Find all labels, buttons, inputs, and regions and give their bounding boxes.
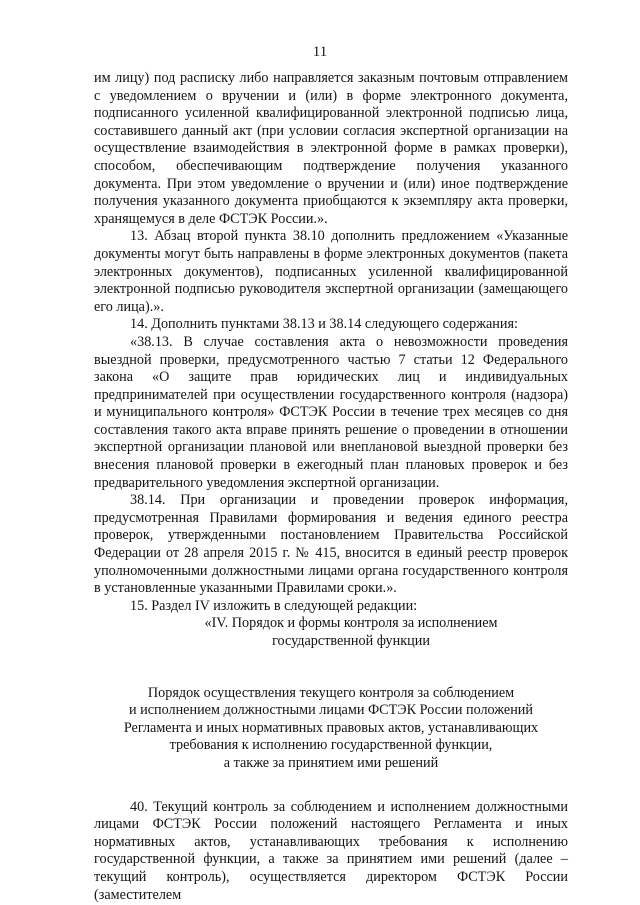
paragraph-item-38-14: 38.14. При организации и проведении проверок информация, предусмотренная Правилами формирования и ведения единого реестра проверок, утвержденными постановлением Правительства Российской Федерации от 28 апреля 2015 г. № 415, вносится в единый реестр проверок уполномоченными должностными лицами органа государственного контроля в установленные указанными Правилами сроки.».: [94, 492, 568, 597]
subsection-heading-line: требования к исполнению государственной функции,: [169, 737, 493, 754]
section-heading-line-2: государственной функции: [272, 633, 430, 649]
document-body: [94, 70, 568, 904]
paragraph-continuation: им лицу) под расписку либо направляется заказным почтовым отправлением с уведомлением о вручении и (или) в форме электронного документа, подписанного усиленной квалифицированной электронной подписью лица, составившего данный акт (при условии согласия экспертной организации на осуществление взаимодействия в электронной форме в рамках проверки), способом, обеспечивающим подтверждение получения указанного документа. При этом уведомление о вручении и (или) иное подтверждение получения указанного документа приобщаются к экземпляру акта проверки, хранящемуся в деле ФСТЭК России.».: [94, 70, 568, 227]
subsection-heading-line: а также за принятием ими решений: [223, 754, 439, 771]
subsection-heading-line: Регламента и иных нормативных правовых актов, устанавливающих: [123, 719, 539, 736]
subsection-heading-line: и исполнением должностными лицами ФСТЭК России положений: [128, 702, 533, 719]
subsection-heading-line: Порядок осуществления текущего контроля за соблюдением: [147, 684, 515, 701]
paragraph-item-15: 15. Раздел IV изложить в следующей редакции:: [130, 597, 418, 614]
paragraph-item-38-13: «38.13. В случае составления акта о невозможности проведения выездной проверки, предусмотренного частью 7 статьи 12 Федерального закона «О защите прав юридических лиц и индивидуальных предпринимателей при осуществлении государственного контроля (надзора) и муниципального контроля» ФСТЭК России в течение трех месяцев со дня составления такого акта вправе принять решение о проведении в отношении экспертной организации плановой или внеплановой выездной проверки без внесения плановой проверки в ежегодный план плановых проверок и без предварительного уведомления экспертной организации.: [94, 333, 568, 491]
paragraph-item-13: 13. Абзац второй пункта 38.10 дополнить предложением «Указанные документы могут быть направлены в форме электронных документов (пакета электронных документов), подписанных усиленной квалифицированной электронной подписью руководителя экспертной организации (замещающего его лица).».: [94, 228, 568, 315]
subsection-heading: [94, 685, 568, 773]
page-number: 11: [312, 44, 328, 60]
section-heading: [94, 615, 568, 650]
paragraph-item-14: 14. Дополнить пунктами 38.13 и 38.14 следующего содержания:: [130, 316, 518, 333]
section-heading-line-1: «IV. Порядок и формы контроля за исполнением: [204, 615, 498, 632]
paragraph-item-40: 40. Текущий контроль за соблюдением и исполнением должностными лицами ФСТЭК России положений настоящего Регламента и иных нормативных актов, устанавливающих требования к исполнению государственной функции, а также за принятием ими решений (далее – текущий контроль), осуществляется директором ФСТЭК России (заместителем: [94, 798, 568, 903]
